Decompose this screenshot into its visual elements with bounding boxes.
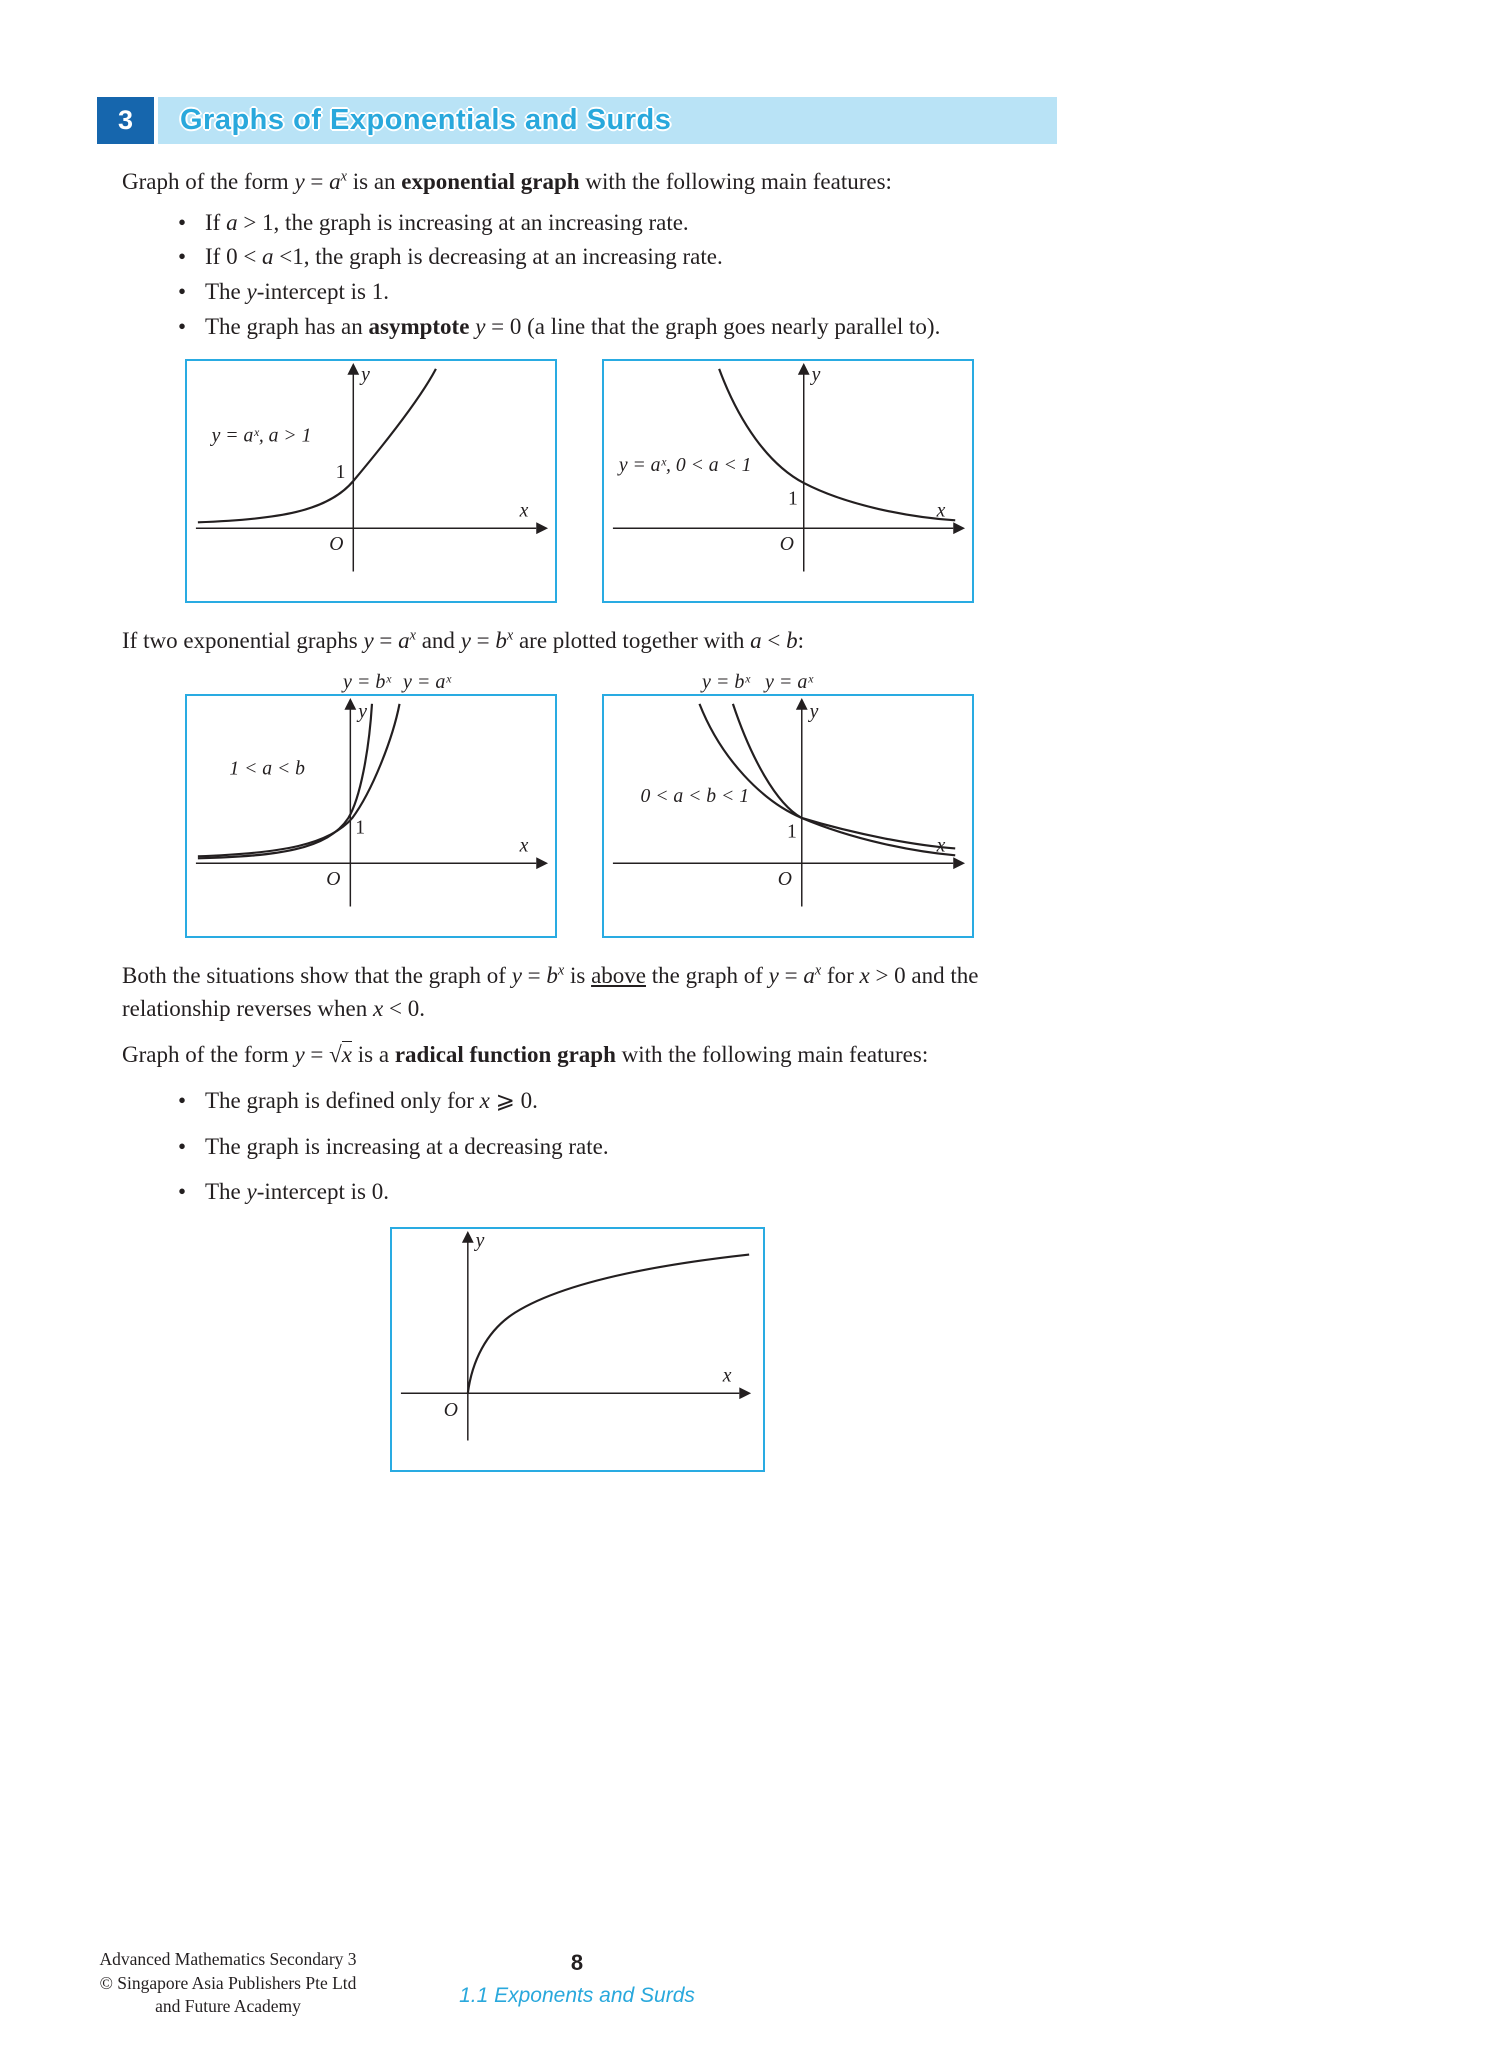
sqrt-curve: [468, 1254, 749, 1393]
list-item: • The graph is defined only for x ⩾ 0.: [172, 1085, 1057, 1118]
curve-b-label: y = bˣ: [343, 670, 392, 693]
pair-decreasing-plot: [604, 696, 972, 936]
publisher-imprint: [97, 1948, 359, 2019]
origin-label: O: [326, 867, 341, 890]
graph-pair-increasing: [185, 694, 557, 938]
x-axis-arrow-icon: [536, 523, 548, 535]
curve-b: [198, 704, 372, 858]
intercept-label: 1: [788, 487, 798, 510]
origin-label: O: [777, 867, 792, 890]
y-axis-arrow-icon: [344, 698, 356, 710]
x-axis-label: x: [936, 834, 946, 857]
origin-label: O: [779, 533, 794, 556]
page-number: 8: [570, 1950, 584, 1975]
radical-graph-row: [390, 1227, 1057, 1472]
list-item: • If 0 < a <1, the graph is decreasing at an increasing rate.: [172, 241, 1057, 274]
x-axis-label: x: [936, 499, 946, 522]
section-title: Graphs of Exponentials and Surds: [180, 104, 672, 136]
pair-decreasing-wrap: [602, 666, 974, 938]
intercept-label: 1: [355, 816, 366, 839]
section-reference: 1.1 Exponents and Surds: [459, 1984, 695, 2007]
origin-label: O: [329, 533, 344, 556]
radical-bullet-list: [172, 1085, 1057, 1209]
list-item: • The graph is increasing at a decreasing rate.: [172, 1131, 1057, 1164]
graph-radical: [390, 1227, 765, 1472]
paired-graphs-row: [185, 666, 1057, 938]
pair-increasing-wrap: [185, 666, 557, 938]
list-item: • The y-intercept is 0.: [172, 1176, 1057, 1209]
y-axis-label: y: [358, 700, 367, 723]
condition-label: 1 < a < b: [229, 757, 306, 780]
pair-increasing-top-labels: [185, 666, 557, 694]
pair-decreasing-top-labels: [602, 666, 974, 694]
y-axis-label: y: [811, 363, 821, 386]
curve-b: [733, 704, 955, 849]
x-axis-label: x: [519, 834, 529, 857]
origin-label: O: [443, 1398, 458, 1421]
y-axis-label: y: [361, 363, 370, 386]
curve-a-label: y = aˣ: [403, 670, 452, 693]
y-axis-label: y: [475, 1229, 485, 1252]
intercept-label: 1: [335, 461, 346, 484]
x-axis-arrow-icon: [953, 523, 965, 535]
y-axis-arrow-icon: [347, 363, 359, 375]
radical-plot: [392, 1229, 763, 1470]
imprint-line: © Singapore Asia Publishers Pte Ltd: [99, 1972, 357, 1993]
intro-bullet-list: [172, 207, 1057, 344]
curve-a-label: y = aˣ: [765, 670, 814, 693]
exponential-graphs-row: [185, 359, 1057, 603]
curve-b-label: y = bˣ: [702, 670, 751, 693]
graph-exp-decreasing: [602, 359, 974, 603]
exponential-curve: [719, 369, 955, 520]
curve-equation-label: y = aˣ, a > 1: [211, 424, 312, 447]
curve-a: [699, 704, 955, 855]
section-header: [97, 97, 1057, 144]
graph-pair-decreasing: [602, 694, 974, 938]
page-content: [97, 97, 1057, 1472]
imprint-line: Advanced Mathematics Secondary 3: [99, 1949, 357, 1969]
conclusion-paragraph: Both the situations show that the graph of $y = b^x$ is above the graph of $y = a^x$ for x > 0 and the relationship reverses when x < 0.: [122, 962, 979, 1021]
list-item: • The y-intercept is 1.: [172, 276, 1057, 309]
radical-paragraph: Graph of the form y = √x is a radical function graph with the following main features:: [122, 1042, 929, 1068]
imprint-line: and Future Academy: [155, 1996, 301, 2017]
exp-decreasing-plot: [604, 361, 972, 601]
intro-paragraph: Graph of the form $y = a^x$ is an exponential graph with the following main features:: [122, 168, 892, 194]
y-axis-arrow-icon: [798, 363, 810, 375]
pair-intro-paragraph: If two exponential graphs $y = a^x$ and $y = b^x$ are plotted together with a < b:: [122, 627, 805, 654]
graph-exp-increasing: [185, 359, 557, 603]
y-axis-label: y: [809, 700, 819, 723]
x-axis-arrow-icon: [739, 1387, 751, 1399]
x-axis-label: x: [722, 1364, 732, 1387]
list-item: • If a > 1, the graph is increasing at an increasing rate.: [172, 207, 1057, 240]
pair-increasing-plot: [187, 696, 555, 936]
curve-equation-label: y = aˣ, 0 < a < 1: [618, 454, 752, 477]
condition-label: 0 < a < b < 1: [640, 785, 750, 808]
section-number: 3: [97, 97, 154, 144]
x-axis-arrow-icon: [953, 857, 965, 869]
exp-increasing-plot: [187, 361, 555, 601]
y-axis-arrow-icon: [796, 698, 808, 710]
section-title-band: [158, 97, 1057, 144]
list-item: • The graph has an asymptote y = 0 (a line that the graph goes nearly parallel to).: [172, 311, 1057, 344]
intercept-label: 1: [787, 820, 797, 843]
x-axis-label: x: [519, 499, 529, 522]
y-axis-arrow-icon: [462, 1231, 474, 1243]
x-axis-arrow-icon: [536, 857, 548, 869]
